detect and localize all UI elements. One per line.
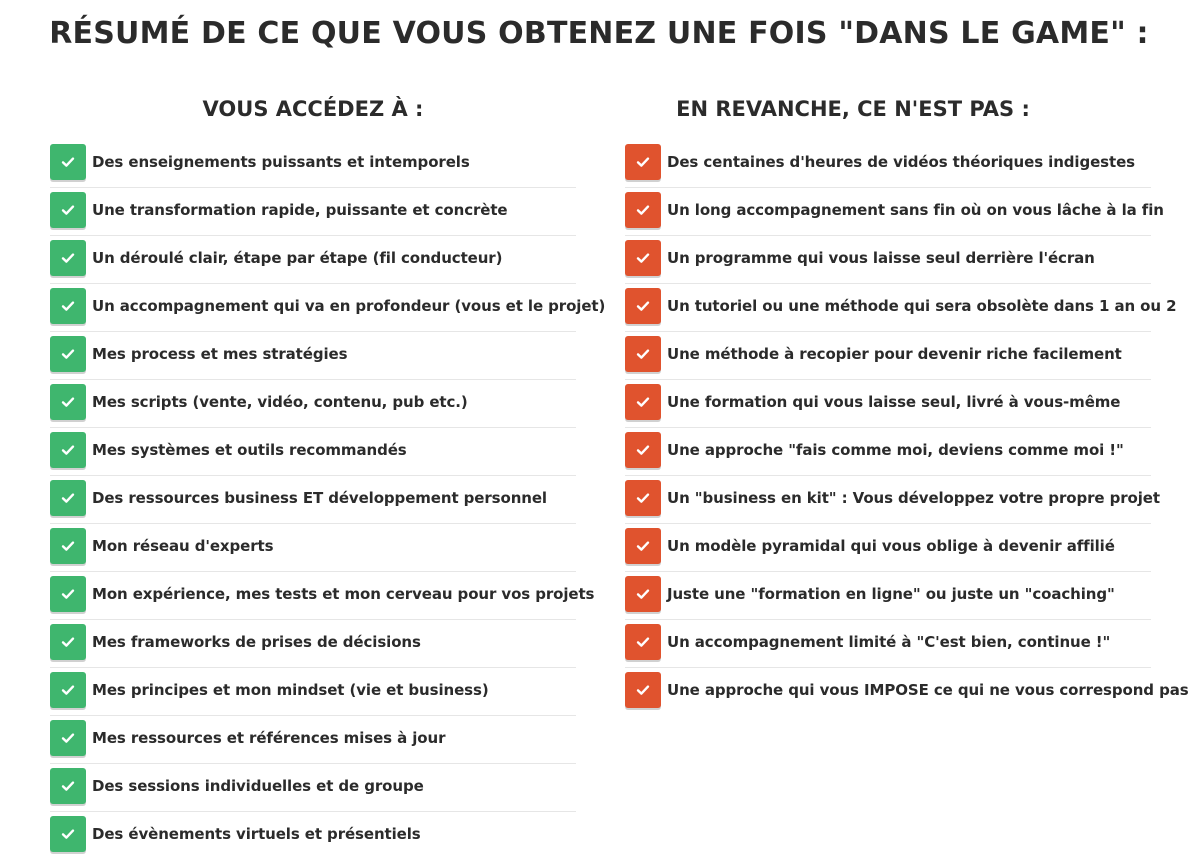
included-item: [50, 144, 576, 192]
included-column: [50, 92, 606, 843]
page-title: RÉSUMÉ DE CE QUE VOUS OBTENEZ UNE FOIS "DANS LE GAME" :: [49, 16, 1149, 51]
excluded-item-label: Des centaines d'heures de vidéos théoriques indigestes: [667, 153, 1135, 171]
check-icon: [50, 288, 86, 324]
check-icon: [50, 432, 86, 468]
excluded-item-label: Un programme qui vous laisse seul derrière l'écran: [667, 249, 1095, 267]
included-item: [50, 768, 576, 816]
excluded-item-label: Une approche "fais comme moi, deviens comme moi !": [667, 441, 1124, 459]
excluded-item-label: Un "business en kit" : Vous développez votre propre projet: [667, 489, 1160, 507]
included-list: [50, 144, 606, 864]
check-icon: [50, 576, 86, 612]
included-item-label: Des évènements virtuels et présentiels: [92, 825, 421, 843]
check-icon: [625, 288, 661, 324]
included-item: [50, 432, 576, 480]
included-item-label: Mes systèmes et outils recommandés: [92, 441, 407, 459]
check-icon: [625, 432, 661, 468]
included-item-label: Mes ressources et références mises à jour: [92, 729, 446, 747]
included-item: [50, 240, 576, 288]
check-icon: [50, 144, 86, 180]
included-item-label: Une transformation rapide, puissante et concrète: [92, 201, 508, 219]
check-icon: [50, 720, 86, 756]
excluded-item: [625, 336, 1151, 384]
excluded-item-label: Un long accompagnement sans fin où on vous lâche à la fin: [667, 201, 1164, 219]
included-item: [50, 288, 606, 336]
check-icon: [50, 528, 86, 564]
included-item-label: Un déroulé clair, étape par étape (fil conducteur): [92, 249, 503, 267]
check-icon: [50, 672, 86, 708]
excluded-item: [625, 240, 1151, 288]
included-item: [50, 624, 576, 672]
included-item-label: Mon réseau d'experts: [92, 537, 274, 555]
check-icon: [625, 480, 661, 516]
included-item: [50, 192, 576, 240]
check-icon: [50, 384, 86, 420]
check-icon: [50, 816, 86, 852]
check-icon: [50, 480, 86, 516]
included-item: [50, 720, 576, 768]
check-icon: [50, 336, 86, 372]
check-icon: [625, 576, 661, 612]
check-icon: [50, 624, 86, 660]
included-item-label: Un accompagnement qui va en profondeur (vous et le projet): [92, 297, 606, 315]
excluded-item-label: Un tutoriel ou une méthode qui sera obsolète dans 1 an ou 2: [667, 297, 1177, 315]
excluded-list: [625, 144, 1189, 720]
excluded-item-label: Une approche qui vous IMPOSE ce qui ne vous correspond pas: [667, 681, 1189, 699]
check-icon: [50, 768, 86, 804]
included-item-label: Mes scripts (vente, vidéo, contenu, pub etc.): [92, 393, 468, 411]
excluded-item-label: Une formation qui vous laisse seul, livré à vous-même: [667, 393, 1121, 411]
included-item: [50, 480, 576, 528]
included-heading: VOUS ACCÉDEZ À :: [202, 97, 424, 121]
included-item: [50, 384, 576, 432]
included-item: [50, 576, 595, 624]
included-item: [50, 336, 576, 384]
check-icon: [625, 336, 661, 372]
excluded-heading: EN REVANCHE, CE N'EST PAS :: [676, 97, 1030, 121]
check-icon: [625, 144, 661, 180]
check-icon: [625, 624, 661, 660]
excluded-item: [625, 384, 1151, 432]
excluded-column: [625, 92, 1189, 699]
included-item-label: Des sessions individuelles et de groupe: [92, 777, 424, 795]
check-icon: [50, 192, 86, 228]
included-item-label: Mes frameworks de prises de décisions: [92, 633, 421, 651]
excluded-item: [625, 432, 1151, 480]
excluded-item-label: Un accompagnement limité à "C'est bien, continue !": [667, 633, 1111, 651]
included-item: [50, 816, 576, 864]
check-icon: [625, 384, 661, 420]
check-icon: [50, 240, 86, 276]
check-icon: [625, 192, 661, 228]
included-item-label: Mes principes et mon mindset (vie et business): [92, 681, 489, 699]
excluded-item: [625, 192, 1164, 240]
excluded-item: [625, 528, 1151, 576]
included-item: [50, 528, 576, 576]
excluded-item: [625, 672, 1189, 720]
excluded-item: [625, 480, 1160, 528]
included-item-label: Mes process et mes stratégies: [92, 345, 348, 363]
included-item-label: Des enseignements puissants et intemporels: [92, 153, 470, 171]
included-item: [50, 672, 576, 720]
excluded-item: [625, 576, 1151, 624]
excluded-item-label: Une méthode à recopier pour devenir riche facilement: [667, 345, 1122, 363]
check-icon: [625, 240, 661, 276]
included-item-label: Mon expérience, mes tests et mon cerveau pour vos projets: [92, 585, 595, 603]
excluded-item-label: Juste une "formation en ligne" ou juste un "coaching": [667, 585, 1115, 603]
check-icon: [625, 672, 661, 708]
excluded-item: [625, 288, 1177, 336]
excluded-item: [625, 144, 1151, 192]
included-item-label: Des ressources business ET développement personnel: [92, 489, 547, 507]
excluded-item: [625, 624, 1151, 672]
check-icon: [625, 528, 661, 564]
excluded-item-label: Un modèle pyramidal qui vous oblige à devenir affilié: [667, 537, 1115, 555]
